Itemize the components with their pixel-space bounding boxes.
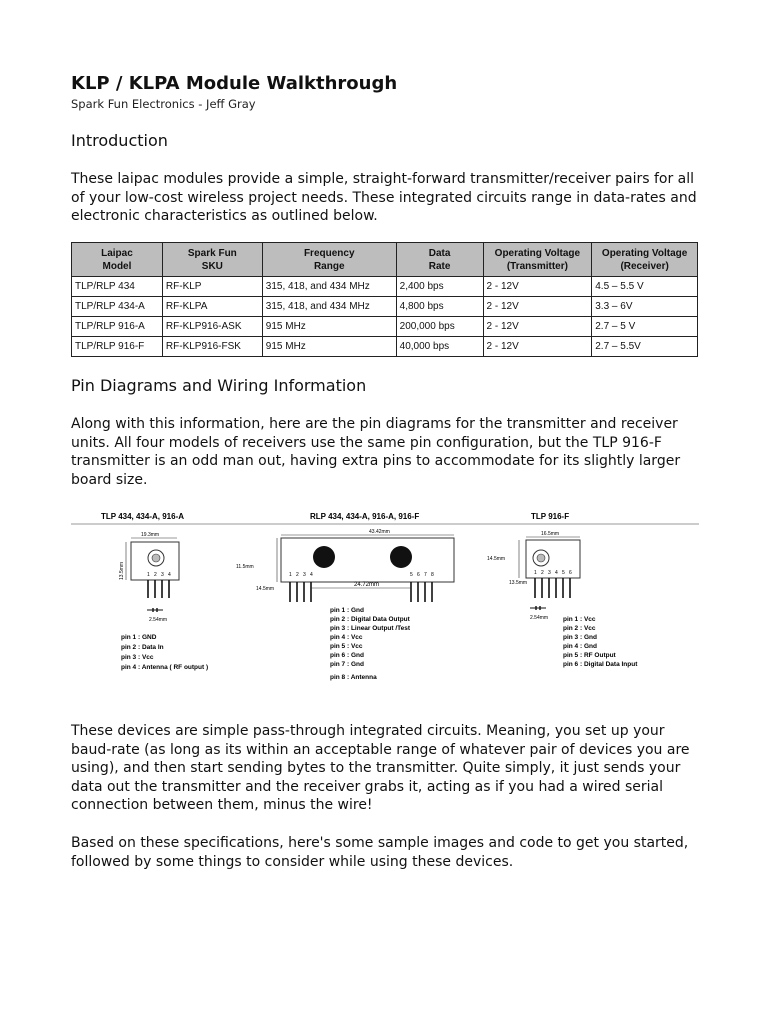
pin-number: 6 [417,572,420,578]
pin-number: 2 [541,570,544,576]
table-cell: 4,800 bps [396,297,483,317]
table-cell: 2 - 12V [483,337,592,357]
document-subtitle: Spark Fun Electronics - Jeff Gray [71,97,256,111]
header-sparkfun-sku [162,243,262,277]
header-line: SKU [201,260,223,272]
crystal-icon [152,554,160,562]
pins-heading: Pin Diagrams and Wiring Information [71,376,367,395]
header-line: Spark Fun [187,247,237,259]
header-line: Data [428,247,451,259]
pin-label: pin 1 : Vcc [563,616,596,623]
table-cell: 2.7 – 5 V [592,317,698,337]
table-cell: 2 - 12V [483,277,592,297]
pin-label: pin 3 : Linear Output /Test [330,625,411,632]
spec-table-header-row [72,243,698,277]
dim-label: 14.5mm [256,586,275,592]
dim-label: 2.54mm [149,617,168,623]
table-cell: RF-KLP [162,277,262,297]
table-cell: 315, 418, and 434 MHz [262,297,396,317]
dim-label: 24.72mm [354,582,380,588]
pin-label: pin 4 : Antenna ( RF output ) [121,664,209,671]
table-cell: TLP/RLP 434 [72,277,163,297]
dim-label: 19.3mm [141,532,160,538]
table-cell: 2 - 12V [483,297,592,317]
table-row [72,337,698,357]
pin-number: 1 [289,572,292,578]
table-cell: 2,400 bps [396,277,483,297]
table-cell: TLP/RLP 916-F [72,337,163,357]
header-voltage-receiver [592,243,698,277]
spec-table [71,242,698,357]
header-line: Model [102,260,132,272]
pin-label: pin 3 : Gnd [563,634,597,641]
intro-heading: Introduction [71,131,168,150]
pin-number: 2 [296,572,299,578]
pin-label: pin 2 : Data In [121,644,164,651]
pin-number: 2 [154,572,157,578]
table-cell: 3.3 – 6V [592,297,698,317]
component-icon [313,546,335,568]
dim-label: 14.5mm [487,556,506,562]
header-line: (Transmitter) [506,260,568,272]
pin-number: 5 [410,572,413,578]
pin-number: 4 [168,572,171,578]
pin-label: pin 6 : Digital Data Input [563,661,638,668]
pin-number: 3 [303,572,306,578]
diagram-title: TLP 434, 434-A, 916-A [101,512,185,521]
table-cell: RF-KLPA [162,297,262,317]
header-line: Rate [428,260,451,272]
intro-paragraph: These laipac modules provide a simple, straight-forward transmitter/receiver pairs for all of your low-cost wireless project needs. These integrated circuits range in data-rates and electronic characteristics as outlined below. [71,171,697,224]
tlp-916f-diagram [487,512,638,668]
document-title: KLP / KLPA Module Walkthrough [71,73,398,94]
pin-number: 1 [147,572,150,578]
dim-label: 43.42mm [369,529,390,535]
pin-label: pin 2 : Digital Data Output [330,616,410,623]
dim-label: 16.5mm [541,531,560,537]
pin-number: 7 [424,572,427,578]
pin-label: pin 7 : Gnd [330,661,364,668]
pin-label: pin 2 : Vcc [563,625,596,632]
dim-label: 11.5mm [236,564,254,570]
header-line: Range [313,260,345,272]
table-cell: 315, 418, and 434 MHz [262,277,396,297]
diagram-title: TLP 916-F [531,512,570,521]
pin-label: pin 3 : Vcc [121,654,154,661]
table-cell: 915 MHz [262,317,396,337]
pin-number: 6 [569,570,572,576]
pin-diagram-figure [71,508,699,688]
pin-label: pin 8 : Antenna [330,674,377,681]
dim-label: 13.5mm [509,580,528,586]
module-board [281,538,454,582]
closing-paragraph: Based on these specifications, here's some sample images and code to get you started, followed by some things to consider while using these devices. [71,835,689,870]
table-row [72,297,698,317]
header-line: Frequency [303,247,355,259]
table-cell: TLP/RLP 916-A [72,317,163,337]
table-row [72,317,698,337]
table-cell: TLP/RLP 434-A [72,297,163,317]
table-cell: 40,000 bps [396,337,483,357]
header-voltage-transmitter [483,243,592,277]
crystal-icon [537,554,545,562]
table-cell: 4.5 – 5.5 V [592,277,698,297]
header-frequency-range [262,243,396,277]
table-cell: RF-KLP916-FSK [162,337,262,357]
table-cell: 2 - 12V [483,317,592,337]
header-data-rate [396,243,483,277]
header-line: (Receiver) [620,260,669,272]
pin-label: pin 4 : Gnd [563,643,597,650]
table-row [72,277,698,297]
diagram-title: RLP 434, 434-A, 916-A, 916-F [310,512,420,521]
table-cell: RF-KLP916-ASK [162,317,262,337]
table-cell: 2.7 – 5.5V [592,337,698,357]
pin-label: pin 6 : Gnd [330,652,364,659]
table-cell: 915 MHz [262,337,396,357]
pin-label: pin 5 : Vcc [330,643,363,650]
dim-label: 13.5mm [119,561,125,580]
pin-label: pin 5 : RF Output [563,652,616,659]
pin-number: 3 [548,570,551,576]
pin-number: 4 [310,572,313,578]
rlp-diagram [236,512,454,681]
pin-number: 1 [534,570,537,576]
pin-number: 3 [161,572,164,578]
pin-label: pin 1 : GND [121,634,157,641]
table-cell: 200,000 bps [396,317,483,337]
header-line: Operating Voltage [601,247,688,259]
header-line: Operating Voltage [494,247,581,259]
tlp-434-diagram [101,512,208,671]
pin-label: pin 4 : Vcc [330,634,363,641]
pin-number: 5 [562,570,565,576]
pins-paragraph: Along with this information, here are the pin diagrams for the transmitter and receiver units. All four models of receivers use the same pin configuration, but the TLP 916-F transmitter is an odd man out, having extra pins to accommodate for its slightly larger board size. [71,416,681,488]
pin-number: 4 [555,570,558,576]
pin-number: 8 [431,572,434,578]
pin-label: pin 1 : Gnd [330,607,364,614]
header-line: Laipac [101,247,133,259]
component-icon [390,546,412,568]
passthrough-paragraph: These devices are simple pass-through integrated circuits. Meaning, you set up your baud-rate (as long as its within an acceptable range of whatever pair of devices you are using), and then start sending bytes to the transmitter. Quite simply, it just sends your data out the transmitter and the receiver grabs it, acting as if you had a wired serial connection between them, minus the wire! [71,723,690,813]
dim-label: 2.54mm [530,615,549,621]
header-laipac-model [72,243,163,277]
